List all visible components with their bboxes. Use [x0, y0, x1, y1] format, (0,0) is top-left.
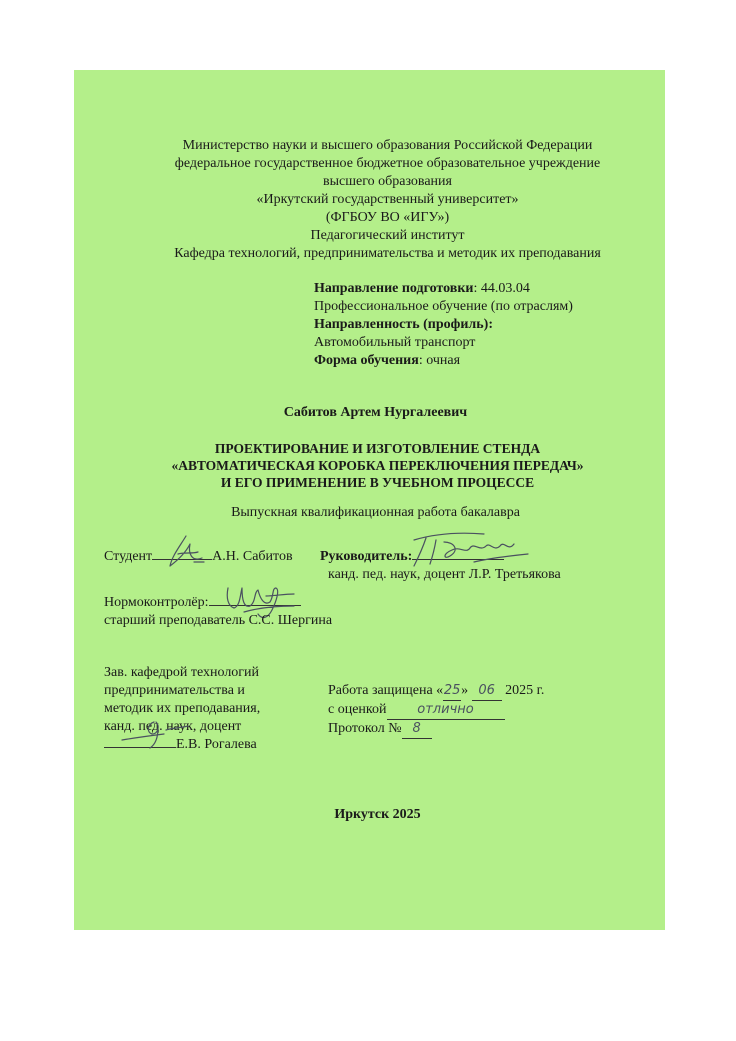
city-year: Иркутск 2025 — [334, 807, 421, 822]
institute-name: Педагогический институт — [310, 228, 465, 243]
thesis-title-line2: «АВТОМАТИЧЕСКАЯ КОРОБКА ПЕРЕКЛЮЧЕНИЯ ПЕРЕДАЧ» — [171, 458, 584, 473]
defense-day: 25 — [443, 682, 461, 701]
protocol-label: Протокол № — [328, 721, 402, 736]
institution-header — [92, 137, 683, 263]
program-info — [314, 280, 573, 370]
profile-value: Автомобильный транспорт — [314, 335, 476, 350]
thesis-title-line1: ПРОЕКТИРОВАНИЕ И ИЗГОТОВЛЕНИЕ СТЕНДА — [214, 441, 541, 456]
defense-prefix: Работа защищена « — [328, 683, 444, 698]
student-signature — [164, 532, 224, 572]
supervisor-title: канд. пед. наук, доцент Л.Р. Третьякова — [328, 567, 561, 582]
title-page — [74, 70, 665, 930]
head-line4: канд. пед. наук, доцент — [104, 719, 242, 734]
head-name: Е.В. Рогалева — [176, 737, 257, 752]
work-type: Выпускная квалификационная работа бакалавра — [231, 505, 520, 520]
institution-type-line: федеральное государственное бюджетное образовательное учреждение — [174, 156, 601, 171]
direction-description: Профессиональное обучение (по отраслям) — [314, 299, 573, 314]
ministry-line: Министерство науки и высшего образования Российской Федерации — [182, 138, 593, 153]
profile-label: Направленность (профиль): — [314, 317, 493, 332]
university-name: «Иркутский государственный университет» — [256, 192, 519, 207]
defense-month: 06 — [472, 682, 502, 701]
department-name: Кафедра технологий, предпринимательства и методик их преподавания — [174, 246, 601, 261]
direction-code: : 44.03.04 — [473, 281, 530, 296]
student-name: А.Н. Сабитов — [212, 549, 293, 564]
thesis-title — [82, 440, 673, 491]
author-name: Сабитов Артем Нургалеевич — [283, 405, 468, 420]
direction-label: Направление подготовки — [314, 281, 474, 296]
defense-year: 2025 г. — [505, 683, 545, 698]
head-line1: Зав. кафедрой технологий — [104, 665, 260, 680]
protocol-number: 8 — [402, 720, 432, 739]
university-abbr: (ФГБОУ ВО «ИГУ») — [325, 210, 450, 225]
head-signature — [114, 716, 194, 750]
thesis-title-line3: И ЕГО ПРИМЕНЕНИЕ В УЧЕБНОМ ПРОЦЕССЕ — [220, 475, 535, 490]
grade-value: отлично — [387, 701, 505, 720]
head-line2: предпринимательства и — [104, 683, 245, 698]
grade-label: с оценкой — [328, 702, 387, 717]
education-level-line: высшего образования — [323, 174, 452, 189]
study-form-value: : очная — [418, 353, 461, 368]
normcontrol-label: Нормоконтролёр: — [104, 595, 209, 610]
head-line3: методик их преподавания, — [104, 701, 261, 716]
student-label: Студент — [104, 549, 153, 564]
supervisor-label: Руководитель: — [320, 549, 413, 564]
normcontrol-title: старший преподаватель С.С. Шергина — [104, 613, 333, 628]
defense-quote: » — [461, 683, 469, 698]
defense-info — [328, 682, 544, 739]
study-form-label: Форма обучения — [314, 353, 419, 368]
